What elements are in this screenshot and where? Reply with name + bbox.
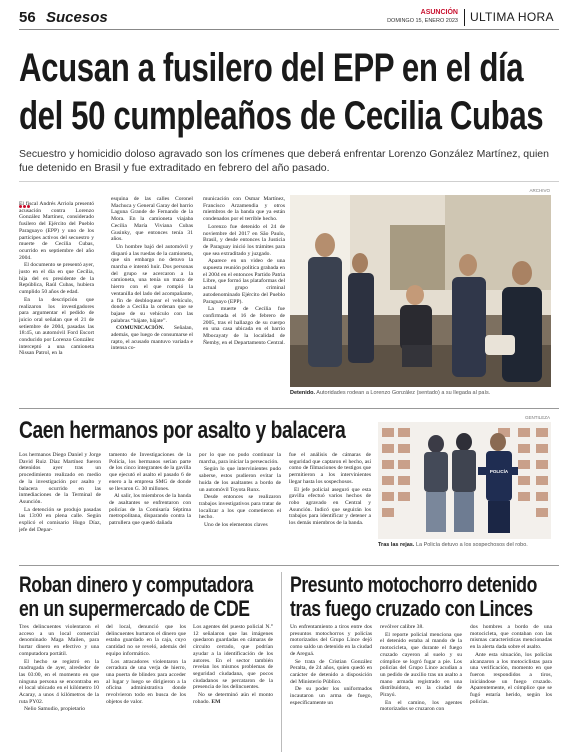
end-mark: EM [211,698,221,705]
paragraph: La muerte de Cecilia fue confirmada el 16 de febrero de 2005, tras el hallazgo de su cuerpo en una casa ubicada en el barrio Mbocayaty de la localidad de Ñemby, en el Departamento Central. [203,306,285,346]
caption-text: Autoridades rodean a Lorenzo González (sentado) a su llegada al país. [316,390,491,396]
paragraph: El documento se presentó ayer, justo en el día en que Cecilia, hija del ex presidente de la República, Raúl Cubas, hubiera cumplido 50 años de edad. [19,262,94,296]
page-number: 56 [19,9,36,26]
fourth-headline-line1: Presunto motochorro detenido [290,572,537,597]
paragraph: Un enfrentamiento a tiros entre dos presuntos motochorros y policías motorizados del Grupo Lince dejó como saldo un detenido en la ciudad de Areguá. [290,624,372,657]
paragraph: del local, denunció que los delincuentes hurtaron el dinero que estaba guardado en la caja, cuyo cantidad no se reveló, además del equipo informático. [106,624,186,657]
second-story-column-1 [19,452,101,567]
main-subhead: Secuestro y homicidio doloso agravado son los crímenes que deberá enfrentar Lorenzo González Martínez, quien fue detenido en Brasil y fue extraditado en febrero del año pasado. [19,148,549,174]
second-photo-image [378,422,551,539]
paragraph: Los hermanos Diego Daniel y Jorge David Ruiz Díaz Martínez fueron detenidos ayer tras un procedimiento realizado en medio de la investigación por asalto y balacera ocurrido en las inmediaciones de la Terminal de Asunción. [19,452,101,505]
paragraph: Aparece en un video de una supuesta reunión política grabada en el 2004 en el entonces Partido Patria Libre, que formó las plataformas del actual grupo criminal autodenominado Ejército del Pueblo Paraguayo (EPP). [203,258,285,305]
paragraph: En la descripción que realizaron los investigadores para argumentar el pedido de juicio oral señalan que el 21 de setiembre de 2004, pasadas las 18:45, un automóvil Ford Escort conducido por Lorenzo González interceptó a una camioneta Nissan Patrol, en la [19,296,94,357]
third-story-column-2 [106,624,186,752]
paragraph: Se trata de Cristian González Peralta, de 24 años, quien quedó en carácter de detenido a disposición del Ministerio Público. [290,658,372,685]
fourth-story-column-2 [380,624,462,752]
paragraph: Nelio Samudio, propietario [24,706,86,713]
caption-label: Detenido. [290,390,316,396]
paragraph: El hecho se registró en la madrugada de ayer, alrededor de las 03:00, en el momento en que ninguna persona se encontraba en el local ubicado en el kilómetro 10 Acaray, a unos 4 kilómetros de la ruta PY02. [19,658,99,705]
paragraph: En el camino, los agentes motorizados se cruzaron con [380,699,462,713]
paragraph: COMUNICACIÓN. Señalan, además, que luego de consumarse el rapto, el acusado mantuvo variada e intensa co- [111,325,193,352]
vertical-divider [281,572,282,752]
paragraph: revólver calibre 38. [380,624,424,630]
third-story-column-1 [19,624,99,752]
paragraph: Un hombre bajó del automóvil y disparó a las ruedas de la camioneta, que sin embargo no detuvo la marcha e intentó huir. Dos personas del grupo se acercaron a la camioneta, una tenía un mazo de hierro con el que rompió la ventanilla del lado del acompañante, a fin de desbloquear el vehículo, donde a Cecilia la ordenan que se bajase de su vehículo con las palabras “bájate, bájate”. [111,243,193,324]
section-rule-1 [19,408,559,409]
paragraph: De su poder los uniformados incautaron un arma de fuego, específicamente un [290,686,372,706]
main-photo [290,195,551,387]
header-city: ASUNCIÓN [420,9,458,16]
third-headline-line2: en un supermercado de CDE [19,596,250,621]
main-story-column-2 [111,196,193,392]
main-headline-line1: Acusan a fusilero del EPP en el día [19,46,524,90]
closing-line: No se determinó aún el monto robado. [193,692,273,705]
paragraph: municación con Osmar Martínez, Francisco Arzamendia y otros miembros de la banda que ya están condenados por el terrible hecho. [203,196,285,223]
paragraph: Según lo que intervinientes pudo saberse, estos pudieron evitar la huida de los asaltantes a bordo de un automóvil Toyota Runx. [199,466,281,493]
paragraph: Tres delincuentes violentaron el acceso a un local comercial denominado Maga Mailen, para hurtar dinero en efectivo y una computadora portátil. [19,624,99,657]
paragraph: Desde entonces se realizaron trabajos investigativos para tratar de localizar a los que cometieron el hecho. [199,494,281,521]
section-rule-2 [19,565,559,566]
paragraph: esquina de las calles Coronel Machuca y General Garay del barrio Laguna Grande de Fernando de la Mora. En la camioneta viajaba Cecilia María Viviana Cubas Gusinky, que entonces tenía 31 años. [111,196,193,243]
paragraph: dos hombres a bordo de una motocicleta, que contaban con las mismas características mencionadas en la alerta dada sobre el asalto. [470,624,552,651]
main-story-column-1 [19,201,94,392]
header-date: DOMINGO 15, ENERO 2023 [387,18,458,24]
paragraph: Lorenzo fue detenido el 24 de noviembre del 2017 en São Paulo, Brasil, y desde entonces la Justicia de Paraguay inició los trámites para que sea extraditado y juzgado. [203,223,285,257]
caption-label: Tras las rejas. [378,542,415,548]
second-story-column-3 [199,452,281,567]
second-photo [378,422,551,539]
paragraph: El jefe policial aseguró que esta gavilla efectuó varios hechos de robo agravado en Central y Asunción. Indicó que seguirán los trabajos para identificar y detener a los demás miembros de la banda. [289,486,371,527]
paragraph: Ante esta situación, los policías alcanzaron a los motociclistas para una verificación, momento en que fueron respondidos a tiros, iniciándose un fuego cruzado. Aparentemente, el cómplice que se fugó estaría herido, según los policías. [470,651,552,705]
main-photo-image [290,195,551,387]
second-photo-caption [378,542,553,549]
brand-name: ULTIMA HORA [470,10,554,24]
subhead-rule [19,181,559,182]
paragraph: por lo que no pudo continuar la marcha, para iniciar la persecución. [199,452,281,465]
second-story-column-2 [109,452,191,567]
paragraph: Los atracadores violentaron la cerradura de una verja de hierro, una puerta de blindex para acceder al lugar y luego se dirigieron a la oficina administrativa donde revolvieron todo en busca de los objetos de valor. [106,658,186,705]
main-headline-line2: del 50 cumpleaños de Cecilia Cubas [19,94,544,138]
header-divider [464,9,465,26]
paragraph: El fiscal Andrés Arriola presentó acusación contra Lorenzo González Martínez, considerado fusilero del Ejército del Pueblo Paraguayo (EPP) y uno de los partícipes activos del secuestro y muerte de Cecilia Cubas, ocurrido en septiembre del año 2004. [19,201,94,261]
paragraph: La detención se produjo pasadas las 13:00 en plena calle. Según explicó el comisario Hugo Díaz, jefe del Depar- [19,506,101,533]
paragraph: Los agentes del puesto policial N.° 12 señalaron que las imágenes quedaron guardadas en cámaras de circuito cerrado, que podrían ayudar a la identificación de los autores. En el sector también revelan los mismos problemas de seguridad ciudadana, que pocos ciudadanos se percataron de la presencia de los delincuentes. [193,624,273,691]
paragraph: fue el análisis de cámaras de seguridad que captaron el hecho, así como de filmaciones de testigos que permitieron a los intervinientes llegar hasta los sospechosos. [289,452,371,485]
header-rule [19,29,559,30]
police-sign-text: POLICÍA [489,469,509,474]
paragraph: Uno de los elementos claves [204,522,268,529]
main-photo-caption [290,390,552,397]
paragraph [193,692,273,705]
second-headline: Caen hermanos por asalto y balacera [19,417,346,444]
main-story-column-3 [203,196,285,392]
paragraph: tamento de Investigaciones de la Policía, los hermanos serían parte de los cinco integrantes de la gavilla que ejecutó el asalto el pasado 6 de enero a la empresa SMG de donde se llevaron G. 30 millones. [109,452,191,492]
caption-text: La Policía detuvo a los sospechosos del robo. [415,542,528,548]
paragraph: Al salir, los miembros de la banda de asaltantes se enfrentaron con policías de la Comisaría Séptima metropolitana, disparando contra la patrullera que quedó dañada [109,493,191,527]
third-story-column-3 [193,624,273,752]
fourth-story-column-3 [470,624,552,752]
fourth-story-column-1 [290,624,372,752]
third-headline-line1: Roban dinero y computadora [19,572,254,597]
keyword-lead: COMUNICACIÓN. [116,325,165,332]
paragraph: El reporte policial menciona que el detenido estaba al mando de la motocicleta, que durante el fuego cruzado cayeron al suelo y su cómplice se logró fugar a pie. Los policías del Grupo Lince acudían a un pedido de auxilio tras un asalto a mano armada registrado en una distribuidora, en la ciudad de Pirayú. [380,631,462,699]
fourth-headline-line2: tras fuego cruzado con Linces [290,596,533,621]
second-story-column-4 [289,452,371,567]
second-photo-credit: GENTILEZA [524,415,550,420]
section-name: Sucesos [46,9,108,26]
main-photo-credit: ARCHIVO [529,188,550,193]
